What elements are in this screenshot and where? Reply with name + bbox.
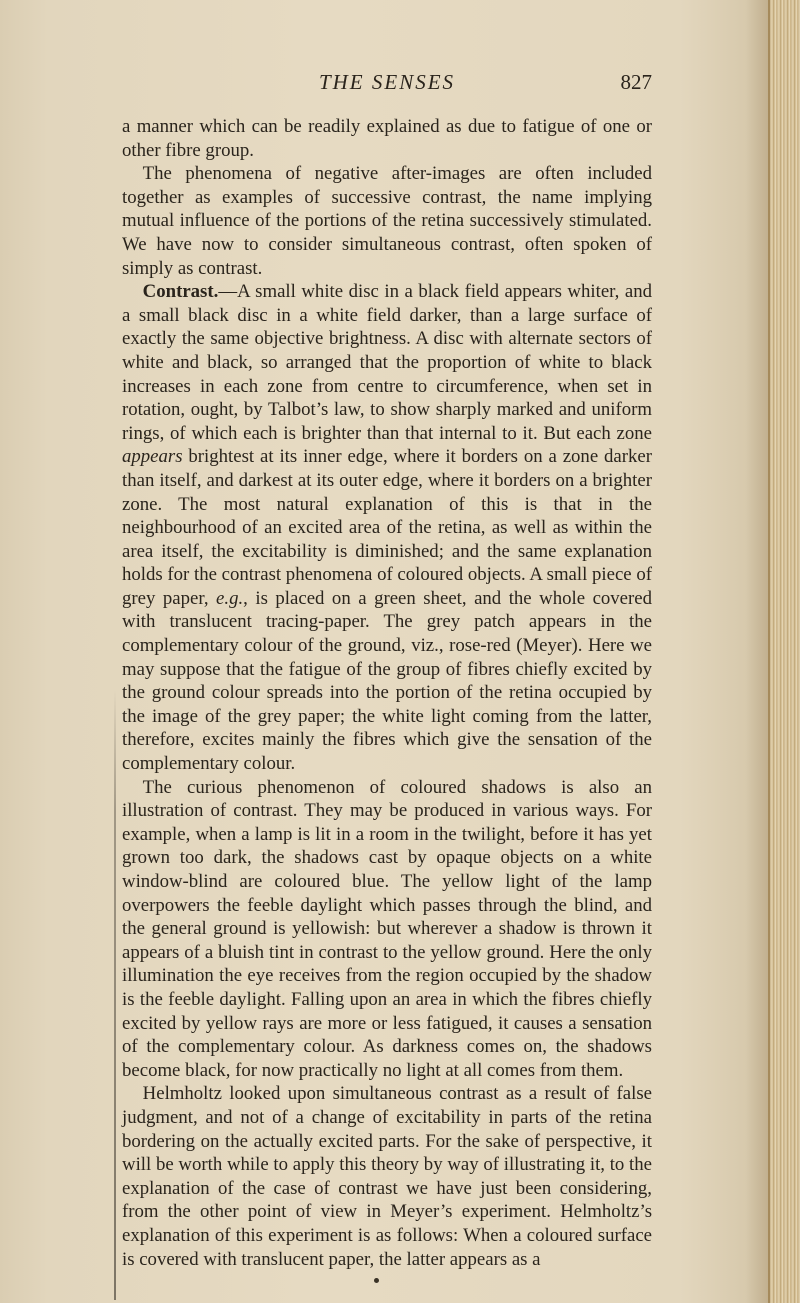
running-title: THE SENSES	[318, 70, 456, 94]
page-edge-shadow	[114, 690, 116, 1300]
paragraph-contrast	[122, 280, 652, 775]
body-text	[122, 115, 652, 1271]
emphasis: appears	[122, 446, 183, 468]
page-edges	[768, 0, 800, 1303]
running-header	[122, 70, 652, 100]
paragraph-coloured-shadows: The curious phenomenon of coloured shadows is also an illustration of contrast. They may be produced in various ways. For example, when a lamp is lit in a room in the twilight, before it has yet grown too dark, the shadows cast by opaque objects on a white window-blind are coloured blue. The yellow light of the lamp overpowers the feeble daylight which passes through the blind, and the general ground is yellowish: but wherever a shadow is thrown it appears of a bluish tint in contrast to the yellow ground. Here the only illumination the eye receives from the region occupied by the shadow is the feeble daylight. Falling upon an area in which the fibres chiefly excited by yellow rays are more or less fatigued, it causes a sensation of the complementary colour. As darkness comes on, the shadows become black, for now practically no light at all comes from them.	[122, 776, 652, 1081]
emphasis: e.g.	[216, 587, 244, 609]
section-run-in-heading: Contrast.	[142, 281, 219, 303]
paragraph-continued: a manner which can be readily explained as due to fatigue of one or other fibre group.	[122, 116, 652, 161]
paragraph-successive-contrast: The phenomena of negative after-images are often included together as examples of successive contrast, the name implying mutual influence of the portions of the retina successively stimulated. We have now to consider simultaneous contrast, often spoken of simply as contrast.	[122, 163, 652, 279]
page-number: 827	[620, 70, 652, 94]
paragraph-helmholtz: Helmholtz looked upon simultaneous contrast as a result of false judgment, and not of a change of excitability in parts of the retina bordering on the actually excited parts. For the sake of perspective, it will be worth while to apply this theory by way of illustrating it, to the explanation of the case of contrast we have just been considering, from the other point of view in Meyer’s experiment. Helmholtz’s explanation of this experiment is as follows: When a coloured surface is covered with translucent paper, the latter appears as a	[122, 1083, 652, 1270]
paper-speck	[374, 1278, 379, 1283]
gutter-shadow	[746, 0, 770, 1303]
paragraph-text: —A small white disc in a black field appears whiter, and a small black disc in a white field darker, than a large surface of exactly the same objective brightness. A disc with alternate sectors of white and black, so arranged that the proportion of white to black increases in each zone from centre to circumference, when set in rotation, ought, by Talbot’s law, to show sharply marked and uniform rings, of which each is brighter than that internal to it. But each zone	[122, 281, 652, 444]
paragraph-text: brightest at its inner edge, where it borders on a zone darker than itself, and darkest at its outer edge, where it borders on a brighter zone. The most natural explanation of this is that in the neighbourhood of an excited area of the retina, as well as within the area itself, the excitability is diminished; and the same explanation holds for the contrast phenomena of coloured objects. A small piece of grey paper,	[122, 446, 652, 609]
paragraph-text: , is placed on a green sheet, and the whole covered with translucent tracing-paper. The grey patch appears in the complementary colour of the ground, viz., rose-red (Meyer). Here we may suppose that the fatigue of the group of fibres chiefly excited by the ground colour spreads into the portion of the retina occupied by the image of the grey paper; the white light coming from the latter, therefore, excites mainly the fibres which give the sensation of the complementary colour.	[122, 587, 652, 775]
